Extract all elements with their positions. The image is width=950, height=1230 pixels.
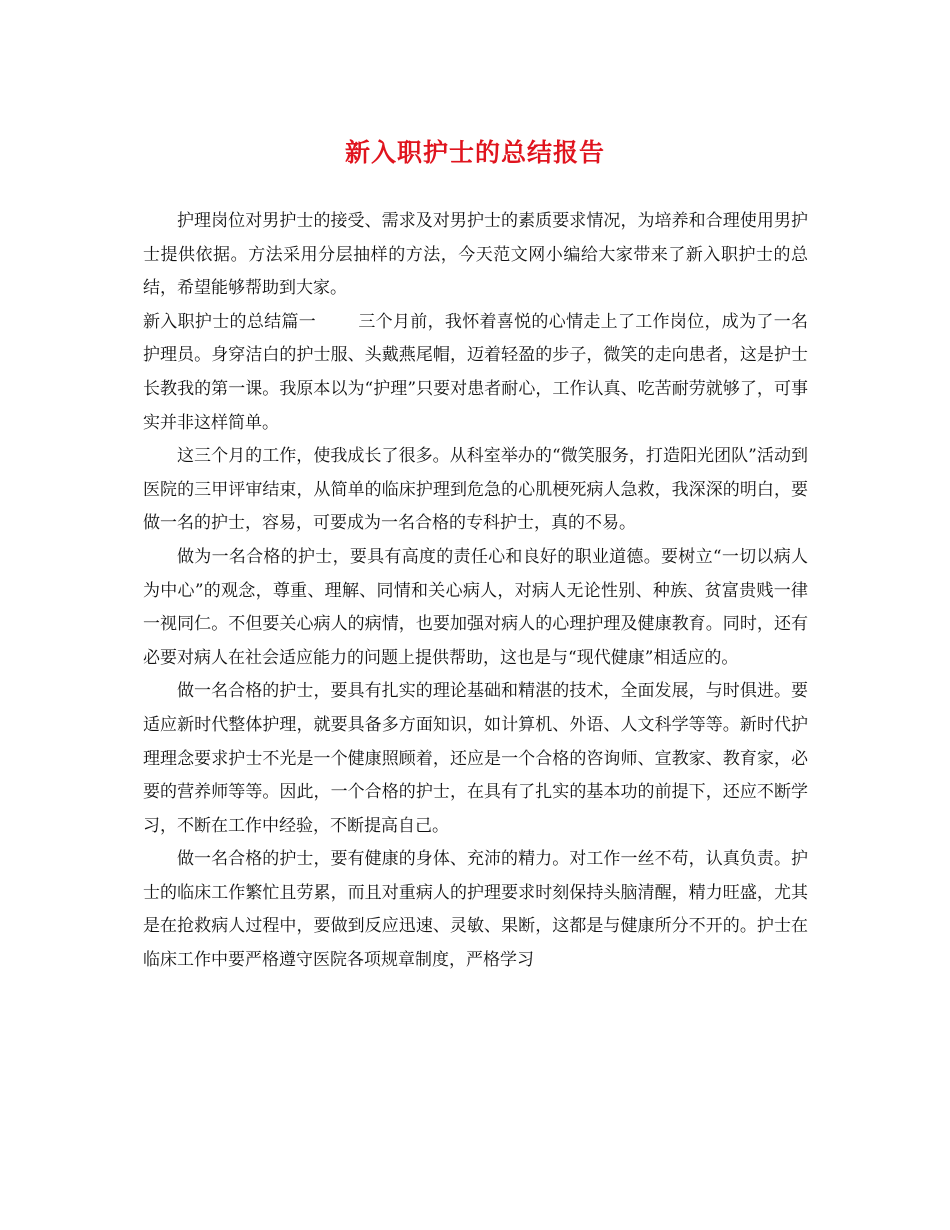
body-paragraph: 做一名合格的护士，要具有扎实的理论基础和精湛的技术，全面发展，与时俱进。要适应新时代整体护理，就要具备多方面知识，如计算机、外语、人文科学等等。新时代护理理念要求护士不光是一个健康照顾着，还应是一个合格的咨询师、宣教家、教育家，必要的营养师等等。因此，一个合格的护士，在具有了扎实的基本功的前提下，还应不断学习，不断在工作中经验，不断提高自己。 [143,681,808,836]
document-title: 新入职护士的总结报告 [344,138,605,167]
body-paragraph: 做一名合格的护士，要有健康的身体、充沛的精力。对工作一丝不苟，认真负责。护士的临床工作繁忙且劳累，而且对重病人的护理要求时刻保持头脑清醒，精力旺盛，尤其是在抢救病人过程中，要做到反应迅速、灵敏、果断，这都是与健康所分不开的。护士在临床工作中要严格遵守医院各项规章制度，严格学习 [143,849,808,971]
document-body [143,205,808,978]
body-paragraph: 做为一名合格的护士，要具有高度的责任心和良好的职业道德。要树立“一切以病人为中心”的观念，尊重、理解、同情和关心病人，对病人无论性别、种族、贫富贵贱一律一视同仁。不但要关心病人的病情，也要加强对病人的心理护理及健康教育。同时，还有必要对病人在社会适应能力的问题上提供帮助，这也是与“现代健康”相适应的。 [143,546,808,668]
intro-paragraph: 护理岗位对男护士的接受、需求及对男护士的素质要求情况，为培养和合理使用男护士提供依据。方法采用分层抽样的方法，今天范文网小编给大家带来了新入职护士的总结，希望能够帮助到大家。 [143,211,808,299]
section-paragraph [143,306,808,440]
section-first-text: 三个月前，我怀着喜悦的心情走上了工作岗位，成为了一名护理员。身穿洁白的护士服、头戴燕尾帽，迈着轻盈的步子，微笑的走向患者，这是护士长教我的第一课。我原本以为“护理”只要对患者耐心，工作认真、吃苦耐劳就够了，可事实并非这样简单。 [143,311,809,433]
body-paragraph: 这三个月的工作，使我成长了很多。从科室举办的“微笑服务，打造阳光团队”活动到医院的三甲评审结束，从简单的临床护理到危急的心肌梗死病人急救，我深深的明白，要做一名的护士，容易，可要成为一名合格的专科护士，真的不易。 [143,446,808,534]
section-heading: 新入职护士的总结篇一 [143,311,317,332]
